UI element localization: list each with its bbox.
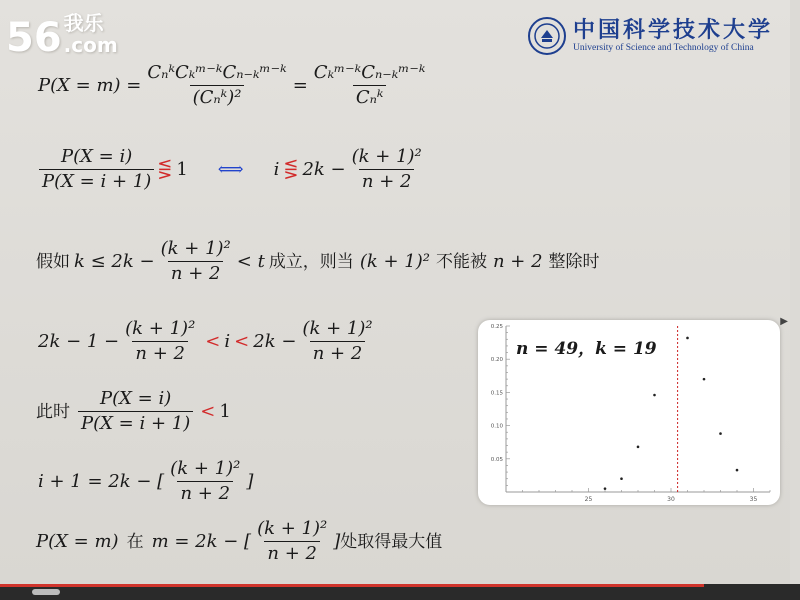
y-tick-label: 0.25: [490, 324, 503, 330]
data-point: [736, 469, 739, 472]
data-point: [686, 337, 689, 340]
formula-condition: 假如 k ≤ 2k − $\frac{\text{(k + 1)²}}{n + 2}$ < t 成立，则当 (k + 1)² 不能被 n + 2 整除时: [36, 238, 600, 284]
formula-interval: 2k − 1 − $\frac{\text{(k + 1)²}}{n + 2}$ < i < 2k − $\frac{\text{(k + 1)²}}{n + 2}$: [38, 318, 373, 364]
y-tick-label: 0.10: [490, 423, 503, 430]
watermark-text-en: .com: [63, 33, 118, 57]
progress-knob[interactable]: [32, 589, 60, 595]
formula-ratio-compare: $\frac{P(X = i)}{P(X = i + 1)}$ ⋚ 1 ⟺ i ⋚ 2k − $\frac{\text{(k + 1)²}}{n + 2}$: [36, 146, 428, 193]
watermark-number: 56: [6, 15, 62, 61]
watermark-logo: [6, 11, 118, 61]
university-name-cn: 中国科学技术大学: [573, 17, 774, 43]
progress-fill: [0, 584, 704, 587]
data-point: [604, 487, 607, 490]
data-point: [653, 394, 656, 397]
university-name-en: University of Science and Technology of China: [573, 43, 754, 53]
watermark-text: [64, 12, 118, 56]
chevron-right-icon[interactable]: ▶: [780, 316, 788, 327]
formula-maximum: P(X = m) 在 m = 2k − [ $\frac{\text{(k + 1)²}}{n + 2}$ ] 处取得最大值: [36, 518, 443, 564]
y-tick-label: 0.05: [490, 456, 503, 463]
data-point: [620, 477, 623, 480]
formula-pmf: P(X = m) = $\frac{\text{CₙᵏCₖᵐ⁻ᵏCₙ₋ₖᵐ⁻ᵏ}}{\text{(Cₙᵏ)²}}$ = $\frac{\text{Cₖᵐ⁻ᵏCₙ₋ₖᵐ⁻ᵏ}}{\text{Cₙᵏ}}$: [38, 62, 426, 108]
y-tick-label: 0.15: [490, 390, 503, 397]
x-tick-label: 35: [749, 496, 758, 503]
formula-i-plus-1: i + 1 = 2k − [ $\frac{\text{(k + 1)²}}{n + 2}$ ]: [38, 458, 254, 504]
video-progress-bar[interactable]: [0, 584, 800, 600]
x-tick-label: 30: [667, 496, 675, 503]
data-point: [637, 446, 640, 449]
plot-annotation: n = 49，k = 19: [516, 339, 657, 359]
distribution-plot: [478, 320, 780, 505]
seal-icon: [527, 16, 567, 56]
formula-ratio-lt: 此时 $\frac{P(X = i)}{P(X = i + 1)}$ < 1: [36, 388, 231, 434]
watermark-text-cn: 我乐: [63, 11, 104, 35]
data-point: [719, 432, 722, 435]
y-tick-label: 0.20: [490, 357, 503, 364]
university-logo: [527, 16, 773, 56]
x-tick-label: 25: [584, 496, 593, 503]
data-point: [703, 378, 706, 381]
